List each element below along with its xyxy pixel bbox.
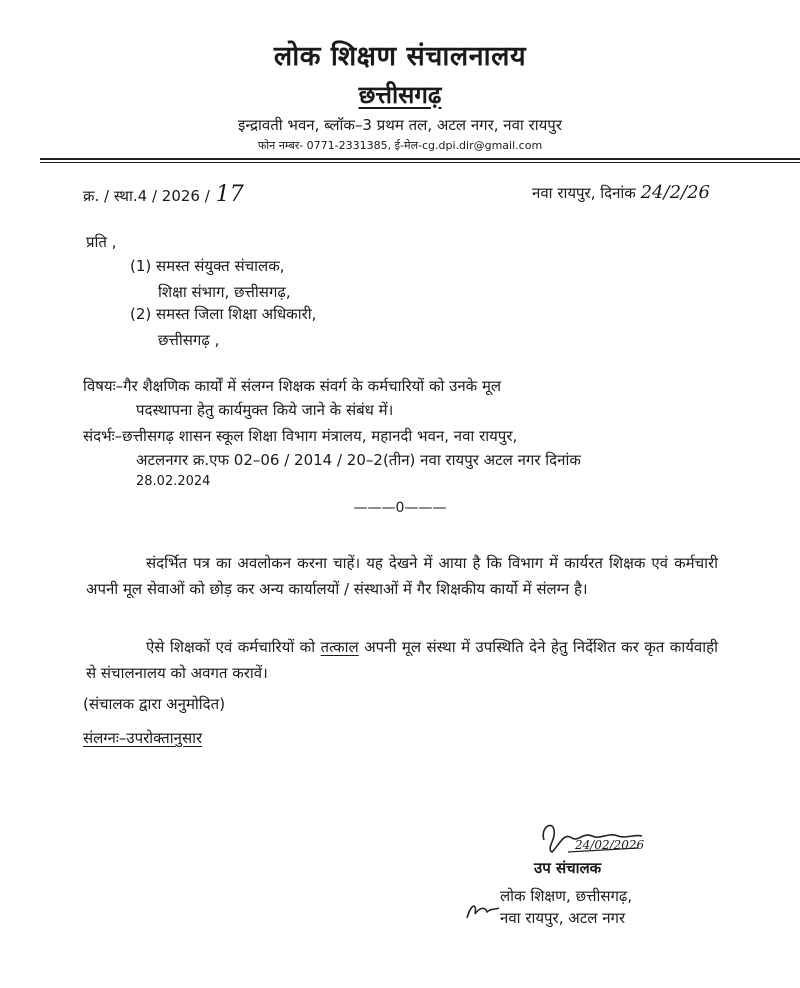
enclosure-note: संलग्नः–उपरोक्तानुसार	[83, 729, 203, 747]
section-divider: ———0———	[353, 500, 447, 516]
reference-number	[83, 182, 244, 207]
recipient-line: (1) समस्त संयुक्त संचालक,	[130, 257, 285, 275]
immediate-emphasis: तत्काल	[320, 638, 359, 656]
state-title: छत्तीसगढ़	[358, 81, 442, 109]
body-paragraph-part: ऐसे शिक्षकों एवं कर्मचारियों को	[146, 638, 321, 656]
department-title: लोक शिक्षण संचालनालय	[273, 41, 527, 72]
letter-date-printed: नवा रायपुर, दिनांक	[532, 184, 636, 202]
signatory-office: लोक शिक्षण, छत्तीसगढ़,	[500, 887, 633, 905]
body-paragraph-part: अपनी मूल संस्था में उपस्थिति देने हेतु निर्देशित कर कृत कार्यवाही से संचालनालय को अवगत करावें।	[86, 638, 718, 682]
office-address: इन्द्रावती भवन, ब्लॉक–3 प्रथम तल, अटल नगर, नवा रायपुर	[238, 116, 562, 134]
signature-date: 24/02/2026	[575, 838, 645, 852]
recipient-line: छत्तीसगढ़ ,	[158, 331, 220, 349]
subject-line: पदस्थापना हेतु कार्यमुक्त किये जाने के संबंध में।	[136, 401, 394, 419]
letter-date-handwritten: 24/2/26	[640, 182, 710, 203]
approval-note: (संचालक द्वारा अनुमोदित)	[83, 695, 226, 713]
reference-line: अटलनगर क्र.एफ 02–06 / 2014 / 20–2(तीन) नवा रायपुर अटल नगर दिनांक	[136, 451, 581, 469]
letter-date	[532, 182, 710, 203]
signatory-location: नवा रायपुर, अटल नगर	[500, 909, 626, 927]
body-paragraph: संदर्भित पत्र का अवलोकन करना चाहें। यह देखने में आया है कि विभाग में कार्यरत शिक्षक एवं कर्मचारी अपनी मूल सेवाओं को छोड़ कर अन्य कार्यालयों / संस्थाओं में गैर शिक्षकीय कार्यो में संलग्न है।	[86, 554, 718, 598]
recipient-line: (2) समस्त जिला शिक्षा अधिकारी,	[130, 305, 317, 323]
signatory-designation: उप संचालक	[534, 859, 602, 877]
body-paragraph	[86, 634, 718, 686]
reference-number-handwritten: 17	[215, 182, 244, 207]
initials-scribble	[463, 898, 503, 924]
header-rule-thin	[40, 162, 800, 163]
recipient-line: शिक्षा संभाग, छत्तीसगढ़,	[158, 283, 291, 301]
recipients-label: प्रति ,	[86, 233, 117, 251]
header-rule-thick	[40, 158, 800, 160]
reference-date: 28.02.2024	[136, 474, 211, 489]
reference-line: संदर्भः–छत्तीसगढ़ शासन स्कूल शिक्षा विभाग मंत्रालय, महानदी भवन, नवा रायपुर,	[83, 427, 518, 445]
reference-number-printed: क्र. / स्था.4 / 2026 /	[83, 187, 210, 205]
subject-line: विषयः–गैर शैक्षणिक कार्यों में संलग्न शिक्षक संवर्ग के कर्मचारियों को उनके मूल	[83, 377, 502, 395]
contact-details: फोन नम्बर- 0771-2331385, ई-मेल-cg.dpi.dir@gmail.com	[257, 139, 543, 152]
